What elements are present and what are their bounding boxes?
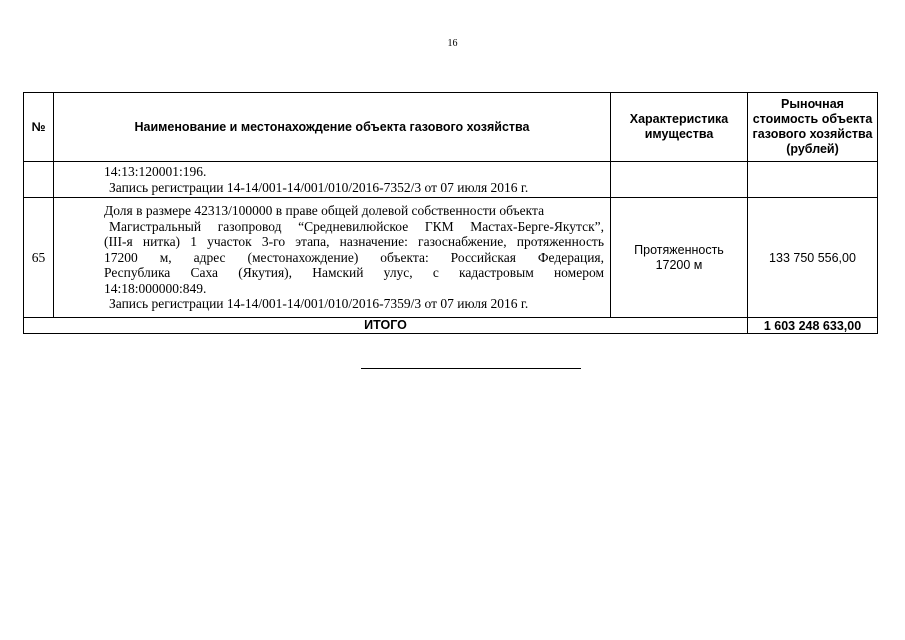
- total-value: 1 603 248 633,00: [748, 318, 878, 334]
- total-label: ИТОГО: [24, 318, 748, 334]
- description-line: Республика Саха (Якутия), Намский улус, с кадастровым номером: [104, 265, 604, 281]
- description-line: Запись регистрации 14-14/001-14/001/010/2016-7359/3 от 07 июля 2016 г.: [109, 296, 529, 312]
- gas-assets-table: [23, 92, 878, 334]
- header-value-line: Рыночная: [781, 97, 844, 111]
- cell-num-empty: [24, 162, 54, 198]
- description-line: (III-я нитка) 1 участок 3-го этапа, назначение: газоснабжение, протяженность: [104, 234, 604, 250]
- cell-description: [54, 198, 611, 318]
- table-row-continuation: [24, 162, 878, 198]
- description-line: Запись регистрации 14-14/001-14/001/010/2016-7352/3 от 07 июля 2016 г.: [109, 179, 529, 195]
- table-header-row: [24, 93, 878, 162]
- cell-characteristic-empty: [611, 162, 748, 198]
- header-characteristic: [611, 93, 748, 162]
- separator-line: [361, 368, 581, 369]
- cell-description: [54, 162, 611, 198]
- header-value-line: стоимость объекта: [752, 112, 873, 126]
- page-number: 16: [447, 38, 458, 49]
- cell-num: 65: [24, 198, 54, 318]
- description-line: Доля в размере 42313/100000 в праве общей долевой собственности объекта: [104, 203, 545, 219]
- characteristic-line: Протяженность: [634, 242, 724, 257]
- cell-value-empty: [748, 162, 878, 198]
- header-value: [748, 93, 878, 162]
- description-line: 14:18:000000:849.: [104, 280, 207, 296]
- table-row: [24, 198, 878, 318]
- table-total-row: [24, 318, 878, 334]
- header-value-line: газового хозяйства: [752, 127, 873, 141]
- description-line: 14:13:120001:196.: [104, 164, 207, 179]
- header-characteristic-line: имущества: [644, 127, 714, 141]
- cell-characteristic: [611, 198, 748, 318]
- cell-value: 133 750 556,00: [748, 198, 878, 318]
- header-characteristic-line: Характеристика: [629, 112, 729, 126]
- header-value-line: (рублей): [786, 142, 839, 156]
- characteristic-line: 17200 м: [655, 257, 703, 272]
- header-num: №: [24, 93, 54, 162]
- description-line: 17200 м, адрес (местонахождение) объекта: Российская Федерация,: [104, 249, 604, 265]
- header-name: Наименование и местонахождение объекта газового хозяйства: [54, 93, 611, 162]
- description-line: Магистральный газопровод “Средневилюйское ГКМ Мастах-Берге-Якутск”,: [109, 218, 604, 234]
